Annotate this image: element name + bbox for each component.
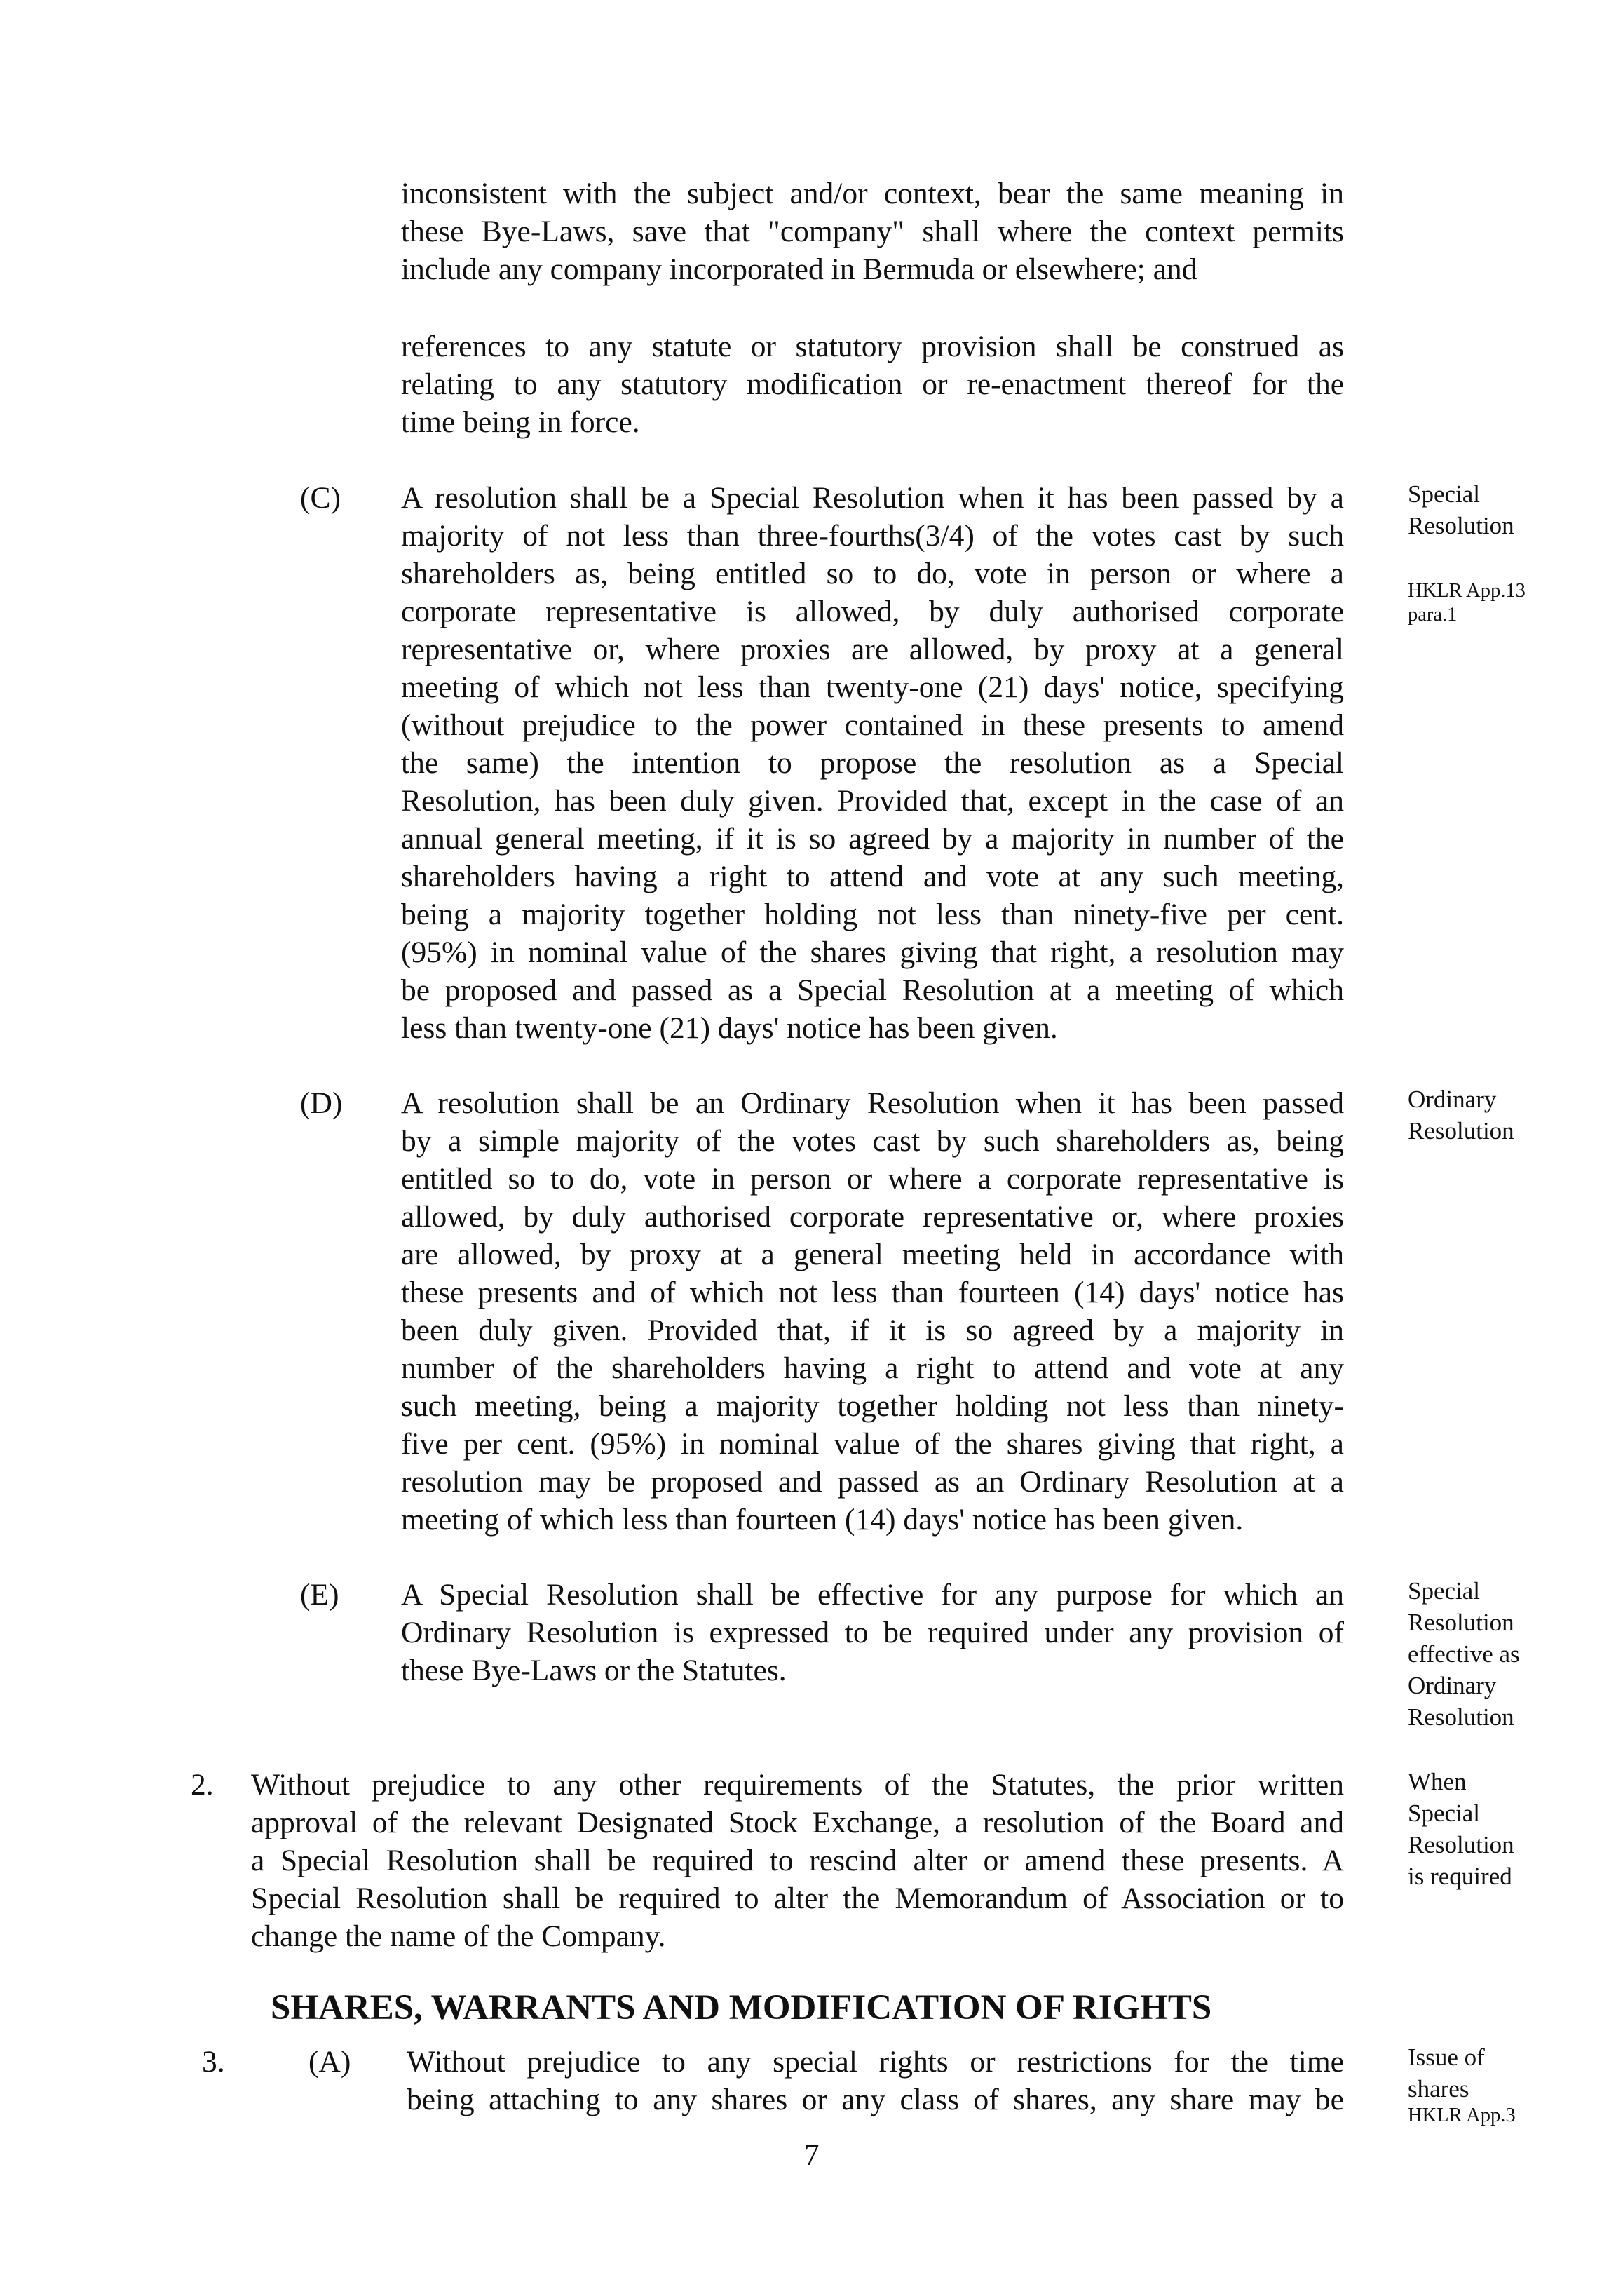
margin-note-line: Special <box>1408 1799 1481 1827</box>
intro-paragraph-1 <box>401 175 1344 288</box>
text-line: are allowed, by proxy at a general meeting held in accordance with <box>401 1238 1344 1271</box>
text-line: resolution may be proposed and passed as an Ordinary Resolution at a <box>401 1465 1344 1499</box>
text-line: be proposed and passed as a Special Resolution at a meeting of which <box>401 973 1344 1007</box>
clause-3a-label: (A) <box>308 2045 351 2079</box>
margin-note-line: Resolution <box>1408 1831 1514 1858</box>
margin-note-line: Resolution <box>1408 1117 1514 1144</box>
clause-c-text <box>401 479 1344 1047</box>
text-line: representative or, where proxies are allowed, by proxy at a general <box>401 633 1344 666</box>
margin-note-line: is required <box>1408 1863 1512 1890</box>
margin-note-line: Special <box>1408 1577 1481 1605</box>
clause-e-text <box>401 1576 1344 1689</box>
text-line: number of the shareholders having a right to attend and vote at any <box>401 1351 1344 1385</box>
text-line: annual general meeting, if it is so agreed by a majority in number of the <box>401 822 1344 856</box>
text-line: majority of not less than three-fourths(3/4) of the votes cast by such <box>401 519 1344 553</box>
margin-ref-hklr-app3: HKLR App.3 <box>1408 2105 1516 2126</box>
text-line: A resolution shall be a Special Resolution when it has been passed by a <box>401 481 1344 515</box>
margin-ref-line: para.1 <box>1408 604 1458 626</box>
text-line: approval of the relevant Designated Stock Exchange, a resolution of the Board and <box>251 1806 1344 1839</box>
text-line: being a majority together holding not less than ninety-five per cent. <box>401 898 1344 931</box>
clause-d-text <box>401 1084 1344 1539</box>
margin-note-line: Resolution <box>1408 1609 1514 1636</box>
margin-ref-line: HKLR App.13 <box>1408 580 1526 602</box>
text-line: by a simple majority of the votes cast by such shareholders as, being <box>401 1124 1344 1158</box>
page-number: 7 <box>804 2139 820 2172</box>
text-line: Without prejudice to any special rights or restrictions for the time <box>407 2045 1344 2079</box>
text-line: meeting of which not less than twenty-one (21) days' notice, specifying <box>401 670 1344 704</box>
text-line: Special Resolution shall be required to alter the Memorandum of Association or to <box>251 1882 1344 1915</box>
text-line: been duly given. Provided that, if it is so agreed by a majority in <box>401 1314 1344 1347</box>
text-line: these Bye-Laws or the Statutes. <box>401 1654 787 1687</box>
margin-note-line: Special <box>1408 480 1481 508</box>
margin-note-line: Issue of <box>1408 2044 1485 2071</box>
text-line: A Special Resolution shall be effective for any purpose for which an <box>401 1578 1344 1612</box>
clause-c-label: (C) <box>300 481 341 515</box>
text-line: include any company incorporated in Bermuda or elsewhere; and <box>401 252 1197 286</box>
text-line: meeting of which less than fourteen (14) days' notice has been given. <box>401 1503 1244 1537</box>
text-line: being attaching to any shares or any class of shares, any share may be <box>407 2083 1344 2116</box>
text-line: shareholders as, being entitled so to do, vote in person or where a <box>401 557 1344 590</box>
margin-note-special-resolution-effective <box>1408 1575 1520 1733</box>
text-line: (95%) in nominal value of the shares giving that right, a resolution may <box>401 936 1344 969</box>
margin-note-line: effective as <box>1408 1640 1520 1668</box>
clause-3a-text <box>407 2043 1344 2119</box>
margin-note-line: When <box>1408 1768 1467 1795</box>
text-line: shareholders having a right to attend and vote at any such meeting, <box>401 860 1344 893</box>
text-line: Ordinary Resolution is expressed to be required under any provision of <box>401 1616 1344 1649</box>
intro-paragraph-2 <box>401 327 1344 441</box>
margin-ref-hklr-app13 <box>1408 579 1526 627</box>
text-line: references to any statute or statutory provision shall be construed as <box>401 330 1344 363</box>
clause-3-number: 3. <box>202 2045 225 2079</box>
text-line: A resolution shall be an Ordinary Resolution when it has been passed <box>401 1086 1344 1120</box>
text-line: Without prejudice to any other requirements of the Statutes, the prior written <box>251 1768 1344 1802</box>
text-line: relating to any statutory modification or re-enactment thereof for the <box>401 367 1344 401</box>
text-line: the same) the intention to propose the resolution as a Special <box>401 746 1344 780</box>
margin-note-line: Ordinary <box>1408 1086 1497 1113</box>
clause-e-label: (E) <box>300 1578 339 1612</box>
margin-note-special-resolution <box>1408 478 1514 541</box>
text-line: a Special Resolution shall be required to rescind alter or amend these presents. A <box>251 1844 1344 1877</box>
margin-note-issue-of-shares <box>1408 2041 1485 2105</box>
text-line: corporate representative is allowed, by duly authorised corporate <box>401 595 1344 628</box>
text-line: allowed, by duly authorised corporate representative or, where proxies <box>401 1200 1344 1234</box>
text-line: time being in force. <box>401 405 640 439</box>
text-line: change the name of the Company. <box>251 1919 666 1953</box>
margin-note-ordinary-resolution <box>1408 1083 1514 1147</box>
section-heading: SHARES, WARRANTS AND MODIFICATION OF RIGHTS <box>271 1988 1212 2027</box>
text-line: five per cent. (95%) in nominal value of the shares giving that right, a <box>401 1427 1344 1461</box>
text-line: entitled so to do, vote in person or where a corporate representative is <box>401 1162 1344 1196</box>
clause-2-label: 2. <box>191 1768 214 1802</box>
text-line: these Bye-Laws, save that "company" shall where the context permits <box>401 215 1344 248</box>
text-line: Resolution, has been duly given. Provided that, except in the case of an <box>401 784 1344 818</box>
text-line: less than twenty-one (21) days' notice has been given. <box>401 1011 1058 1045</box>
text-line: these presents and of which not less than fourteen (14) days' notice has <box>401 1276 1344 1309</box>
margin-note-line: Resolution <box>1408 512 1514 539</box>
text-line: (without prejudice to the power contained in these presents to amend <box>401 708 1344 742</box>
margin-note-line: Resolution <box>1408 1703 1514 1731</box>
margin-note-when-special-resolution-required <box>1408 1766 1514 1892</box>
margin-note-line: shares <box>1408 2075 1469 2102</box>
clause-2-text <box>251 1766 1344 1955</box>
text-line: such meeting, being a majority together holding not less than ninety- <box>401 1389 1344 1423</box>
clause-d-label: (D) <box>300 1086 343 1120</box>
text-line: inconsistent with the subject and/or context, bear the same meaning in <box>401 177 1344 210</box>
margin-note-line: Ordinary <box>1408 1672 1497 1699</box>
